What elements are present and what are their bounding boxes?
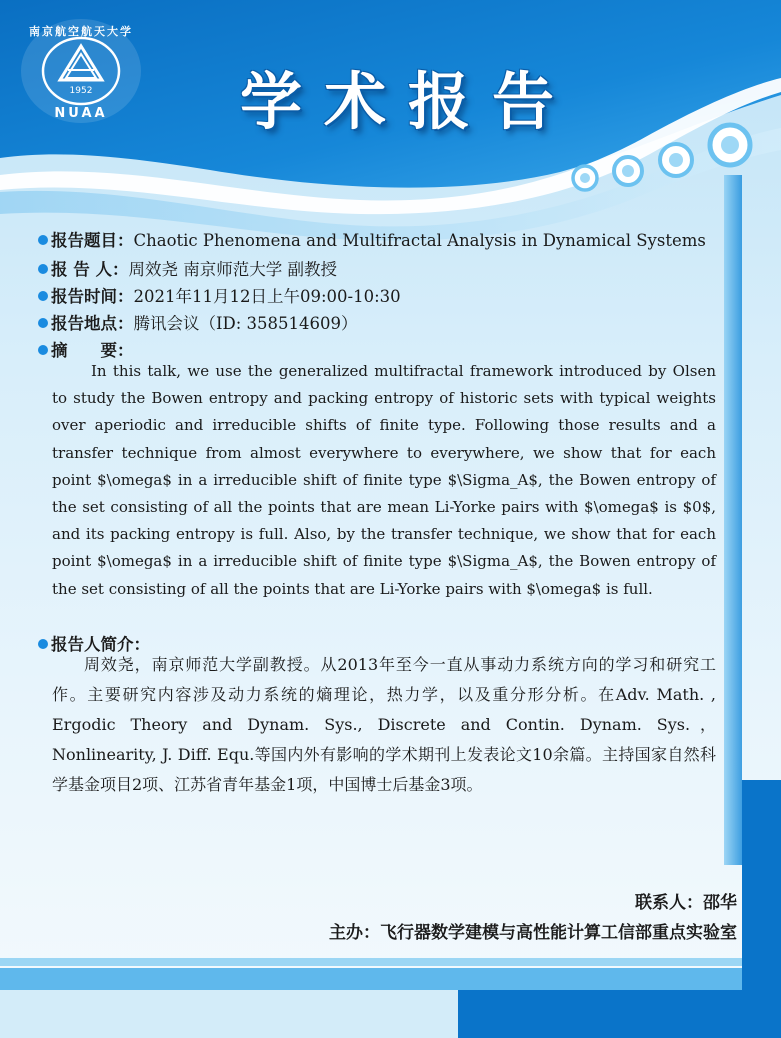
university-logo (18, 18, 144, 124)
host-organization: 主办：飞行器数学建模与高性能计算工信部重点实验室 (329, 923, 737, 943)
info-item-speaker (38, 256, 337, 280)
logo-year: 1952 (69, 86, 93, 96)
info-item-location (38, 310, 358, 334)
logo-university-name: 南京航空航天大学 (29, 25, 133, 38)
poster-title: 学术报告 (240, 65, 577, 138)
contact-person: 联系人：邵华 (635, 893, 737, 913)
info-label: 报告时间： (51, 287, 134, 306)
bullet-icon (38, 318, 48, 328)
bio-label: 报告人简介： (51, 635, 150, 654)
logo-abbr: NUAA (54, 106, 108, 121)
info-value: 腾讯会议（ID: 358514609） (133, 314, 358, 333)
info-item-time (38, 283, 401, 307)
info-label: 报 告 人： (51, 260, 129, 279)
info-value: 2021年11月12日上午09:00-10:30 (133, 287, 401, 306)
bio-text: 周效尧，南京师范大学副教授。从2013年至今一直从事动力系统方向的学习和研究工作。主要研究内容涉及动力系统的熵理论，热力学，以及重分形分析。在Adv. Math. , Ergodic Theory and Dynam. Sys., Discrete and Contin. Dynam. Sys.， Nonlinearity, J. Diff. Equ.等国内外有影响的学术期刊上发表论文10余篇。主持国家自然科学基金项目2项、江苏省青年基金1项，中国博士后基金3项。 (52, 655, 716, 794)
info-item-topic (38, 227, 706, 251)
info-label: 报告地点： (51, 314, 134, 333)
abstract-text: In this talk, we use the generalized multifractal framework introduced by Olsen to study the Bowen entropy and packing entropy of historic sets with typical weights over aperiodic and irreducible shifts of finite type. Following those results and a transfer technique from almost everywhere to everywhere, we show that for each point $\omega$ in a irreducible shift of finite type $\Sigma_A$, the Bowen entropy of the set consisting of all the points that are mean Li-Yorke pairs with $\omega$ is $0$, and its packing entropy is full. Also, by the transfer technique, we show that for each point $\omega$ in a irreducible shift of finite type $\Sigma_A$, the Bowen entropy of the set consisting of all the points that are Li-Yorke pairs with $\omega$ is full. (52, 362, 716, 598)
bullet-icon (38, 345, 48, 355)
info-label: 报告题目： (51, 231, 134, 250)
bullet-icon (38, 264, 48, 274)
info-label: 摘 要： (51, 341, 134, 360)
bullet-icon (38, 639, 48, 649)
bullet-icon (38, 235, 48, 245)
bullet-icon (38, 291, 48, 301)
info-value: 周效尧 南京师范大学 副教授 (128, 260, 337, 279)
info-value: Chaotic Phenomena and Multifractal Analysis in Dynamical Systems (133, 231, 706, 250)
